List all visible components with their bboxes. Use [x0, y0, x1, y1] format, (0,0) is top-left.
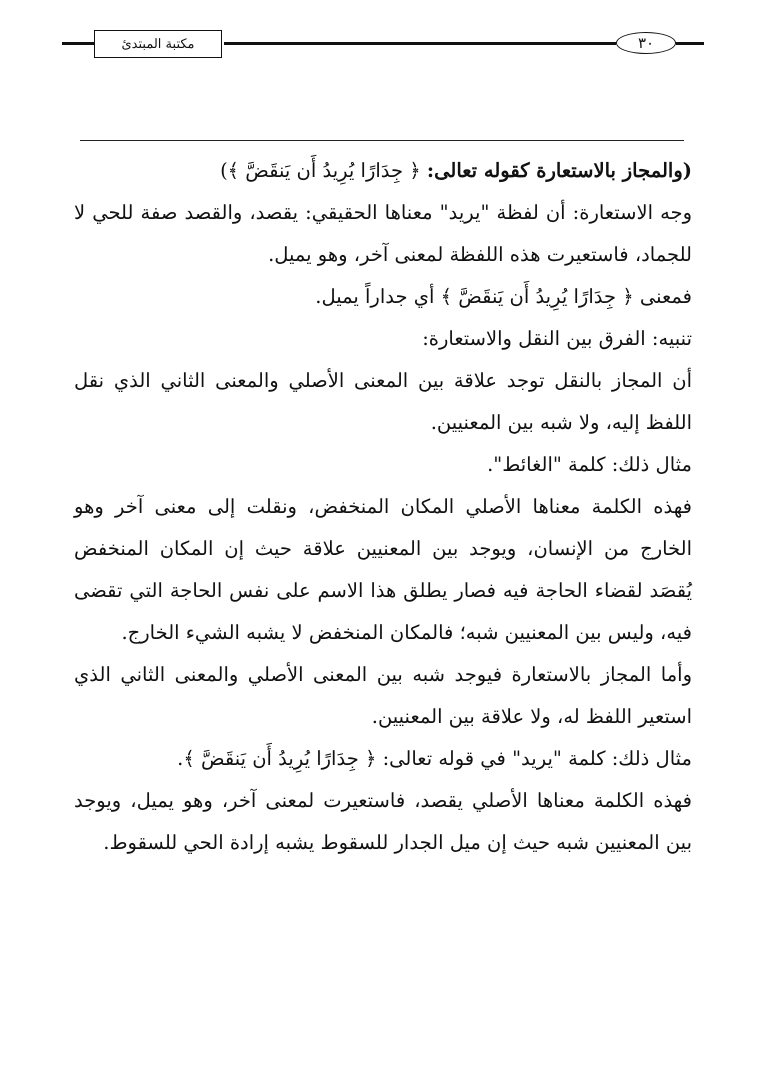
- book-title: مكتبة المبتدئ: [94, 30, 222, 58]
- paragraph: وجه الاستعارة: أن لفظة "يريد" معناها الحقيقي: يقصد، والقصد صفة للحي لا للجماد، فاستعيرت هذه اللفظة لمعنى آخر، وهو يميل.: [74, 201, 692, 266]
- paragraph: أن المجاز بالنقل توجد علاقة بين المعنى الأصلي والمعنى الثاني الذي نقل اللفظ إليه، ولا شبه بين المعنيين.: [74, 369, 692, 434]
- paragraph: فهذه الكلمة معناها الأصلي المكان المنخفض، ونقلت إلى معنى آخر وهو الخارج من الإنسان، ويوجد بين المعنيين علاقة حيث إن المكان المنخفض يُقصَد لقضاء الحاجة فيه فصار يطلق هذا الاسم على نفس الحاجة التي تقضى فيه، وليس بين المعنيين شبه؛ فالمكان المنخفض لا يشبه الشيء الخارج.: [74, 495, 692, 644]
- paragraph: مثال ذلك: كلمة "الغائط".: [487, 453, 692, 476]
- page-header: [0, 0, 758, 80]
- paragraph-heading: [74, 150, 692, 192]
- content-divider: [80, 140, 684, 141]
- paragraph: فمعنى ﴿ جِدَارًا يُرِيدُ أَن يَنقَضَّ ﴾ أي جداراً يميل.: [315, 285, 692, 308]
- header-rule-middle: [224, 42, 616, 45]
- paragraph: وأما المجاز بالاستعارة فيوجد شبه بين المعنى الأصلي والمعنى الثاني الذي استعير اللفظ له، ولا علاقة بين المعنيين.: [74, 663, 692, 728]
- paragraph: مثال ذلك: كلمة "يريد" في قوله تعالى: ﴿ جِدَارًا يُرِيدُ أَن يَنقَضَّ ﴾.: [177, 747, 692, 770]
- header-rule-right: [676, 42, 704, 45]
- header-rule-left: [62, 42, 94, 45]
- paragraph: تنبيه: الفرق بين النقل والاستعارة:: [422, 327, 692, 350]
- paragraph: فهذه الكلمة معناها الأصلي يقصد، فاستعيرت لمعنى آخر، وهو يميل، ويوجد بين المعنيين شبه حيث إن ميل الجدار للسقوط يشبه إرادة الحي للسقوط.: [74, 789, 692, 854]
- page-body: [74, 150, 692, 864]
- paragraph-text: ﴿ جِدَارًا يُرِيدُ أَن يَنقَضَّ ﴾): [220, 159, 427, 182]
- paragraph-lead: (والمجاز بالاستعارة كقوله تعالى:: [426, 159, 692, 182]
- page-number: ٣٠: [616, 32, 676, 54]
